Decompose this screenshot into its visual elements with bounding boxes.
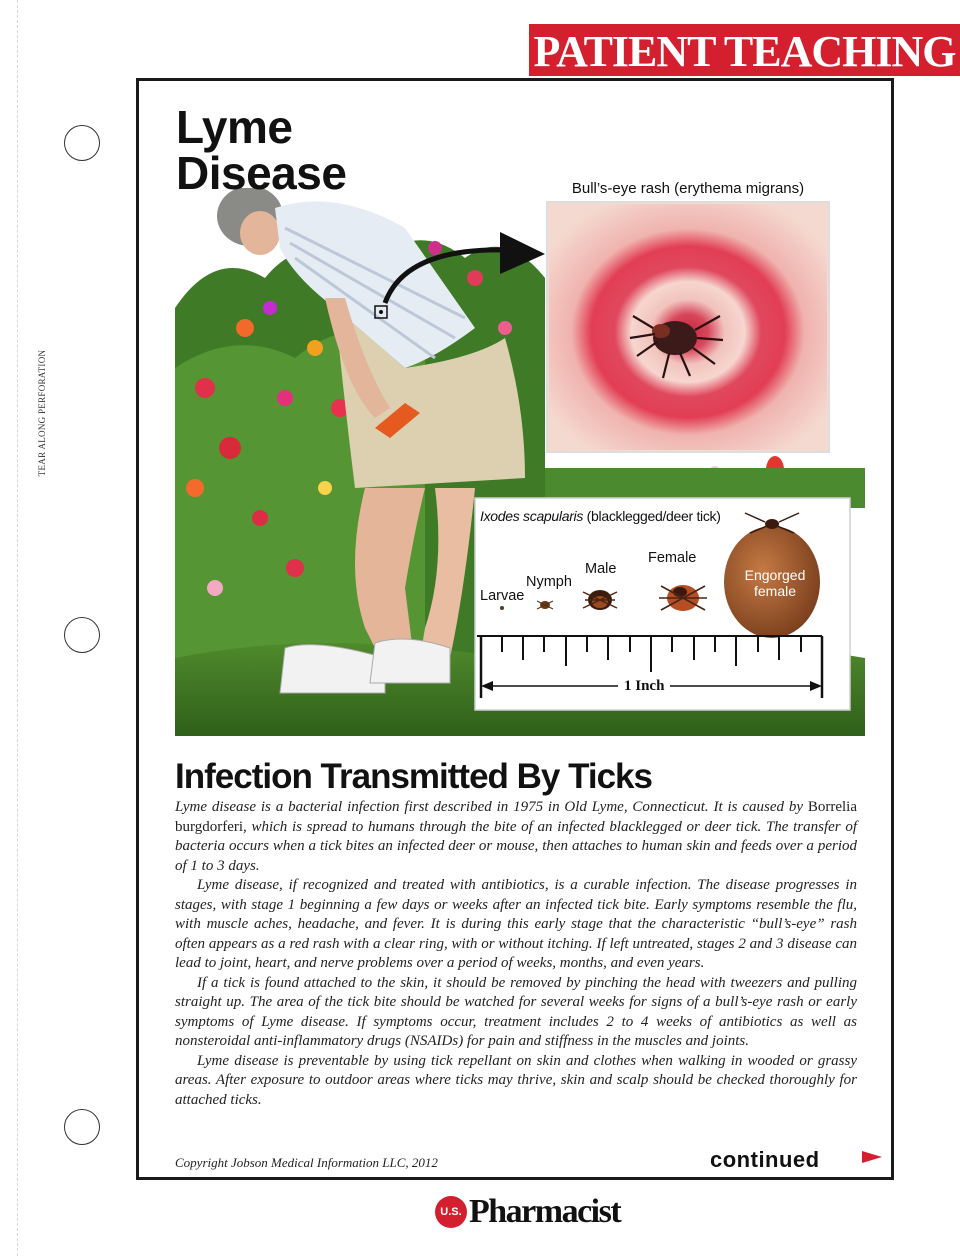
tick-female (659, 585, 707, 611)
article-heading: Infection Transmitted By Ticks (175, 757, 652, 796)
label-nymph: Nymph (526, 574, 572, 590)
paragraph-1-part-c: , which is spread to humans through the bite of an infected blacklegged or deer tick. The transfer of bacteria occurs when a tick bites an infected deer or mouse, then attaches to human skin and feeds over a period of 1 to 3 days. (175, 818, 857, 874)
tick-larvae (500, 606, 504, 610)
tear-along-perforation-label: TEAR ALONG PERFORATION (37, 349, 47, 477)
continued-label: continued (710, 1147, 820, 1172)
label-larvae: Larvae (480, 588, 525, 604)
us-pharmacist-logo (435, 1190, 620, 1234)
paragraph-1 (175, 798, 857, 876)
tick-species-caption (480, 508, 721, 524)
label-male: Male (585, 561, 617, 577)
paragraph-2: Lyme disease, if recognized and treated with antibiotics, is a curable infection. The disease progresses in stages, with stage 1 beginning a few days or weeks after an infected tick bite. Early symptoms resemble the flu, with muscle aches, headache, and fever. It is during this early stage that the characteristic “bull’s-eye” rash often appears as a red rash with a clear ring, with or without itching. If left untreated, stages 2 and 3 disease can lead to joint, heart, and nerve problems over a period of weeks, months, and even years. (175, 877, 857, 971)
title-line-2: Disease (176, 147, 347, 199)
logo-wordmark: Pharmacist (469, 1193, 621, 1230)
bacteria-name: Borrelia burgdorferi (175, 799, 857, 835)
paragraph-4: Lyme disease is preventable by using tick repellant on skin and clothes when walking in wooded or grassy areas. After exposure to outdoor areas where ticks may thrive, skin and scalp should be checked thoroughly for attached ticks. (175, 1052, 857, 1108)
bulls-eye-rash-photo (547, 202, 829, 452)
lyme-disease-illustration (175, 188, 865, 736)
paragraph-1-part-a: Lyme disease is a bacterial infection first described in 1975 in Old Lyme, Connecticut. It is caused by (175, 799, 808, 815)
tick-species-name: Ixodes scapularis (480, 508, 584, 524)
logo-mark: U.S. (435, 1196, 467, 1228)
engorged-line-2: female (753, 583, 797, 599)
ruler-inch-label: 1 Inch (618, 678, 670, 695)
paragraph-3: If a tick is found attached to the skin, it should be removed by pinching the head with tweezers and pulling straight up. The area of the tick bite should be watched for several weeks for signs of a bull’s-eye rash or early symptoms of Lyme disease. If symptoms occur, treatment includes 2 to 4 weeks of antibiotics as well as nonsteroidal anti-inflammatory drugs (NSAIDs) for pain and stiffness in the muscles and joints. (175, 974, 857, 1049)
title-line-1: Lyme (176, 101, 293, 153)
binder-hole-bottom (64, 1109, 100, 1145)
binder-hole-top (64, 125, 100, 161)
page-title (176, 101, 347, 199)
tick-common-name: (blacklegged/deer tick) (583, 508, 721, 524)
patient-teaching-aid-banner: PATIENT TEACHING AID (529, 24, 960, 76)
continued-arrow-icon (862, 1151, 882, 1163)
binder-hole-middle (64, 617, 100, 653)
label-female: Female (648, 550, 697, 566)
label-engorged-female (736, 567, 814, 599)
rash-caption: Bull’s-eye rash (erythema migrans) (571, 180, 805, 197)
engorged-line-1: Engorged (744, 567, 806, 583)
copyright-notice: Copyright Jobson Medical Information LLC, 2012 (175, 1155, 438, 1170)
perforation-line (17, 0, 18, 1256)
article-body (175, 798, 857, 1110)
